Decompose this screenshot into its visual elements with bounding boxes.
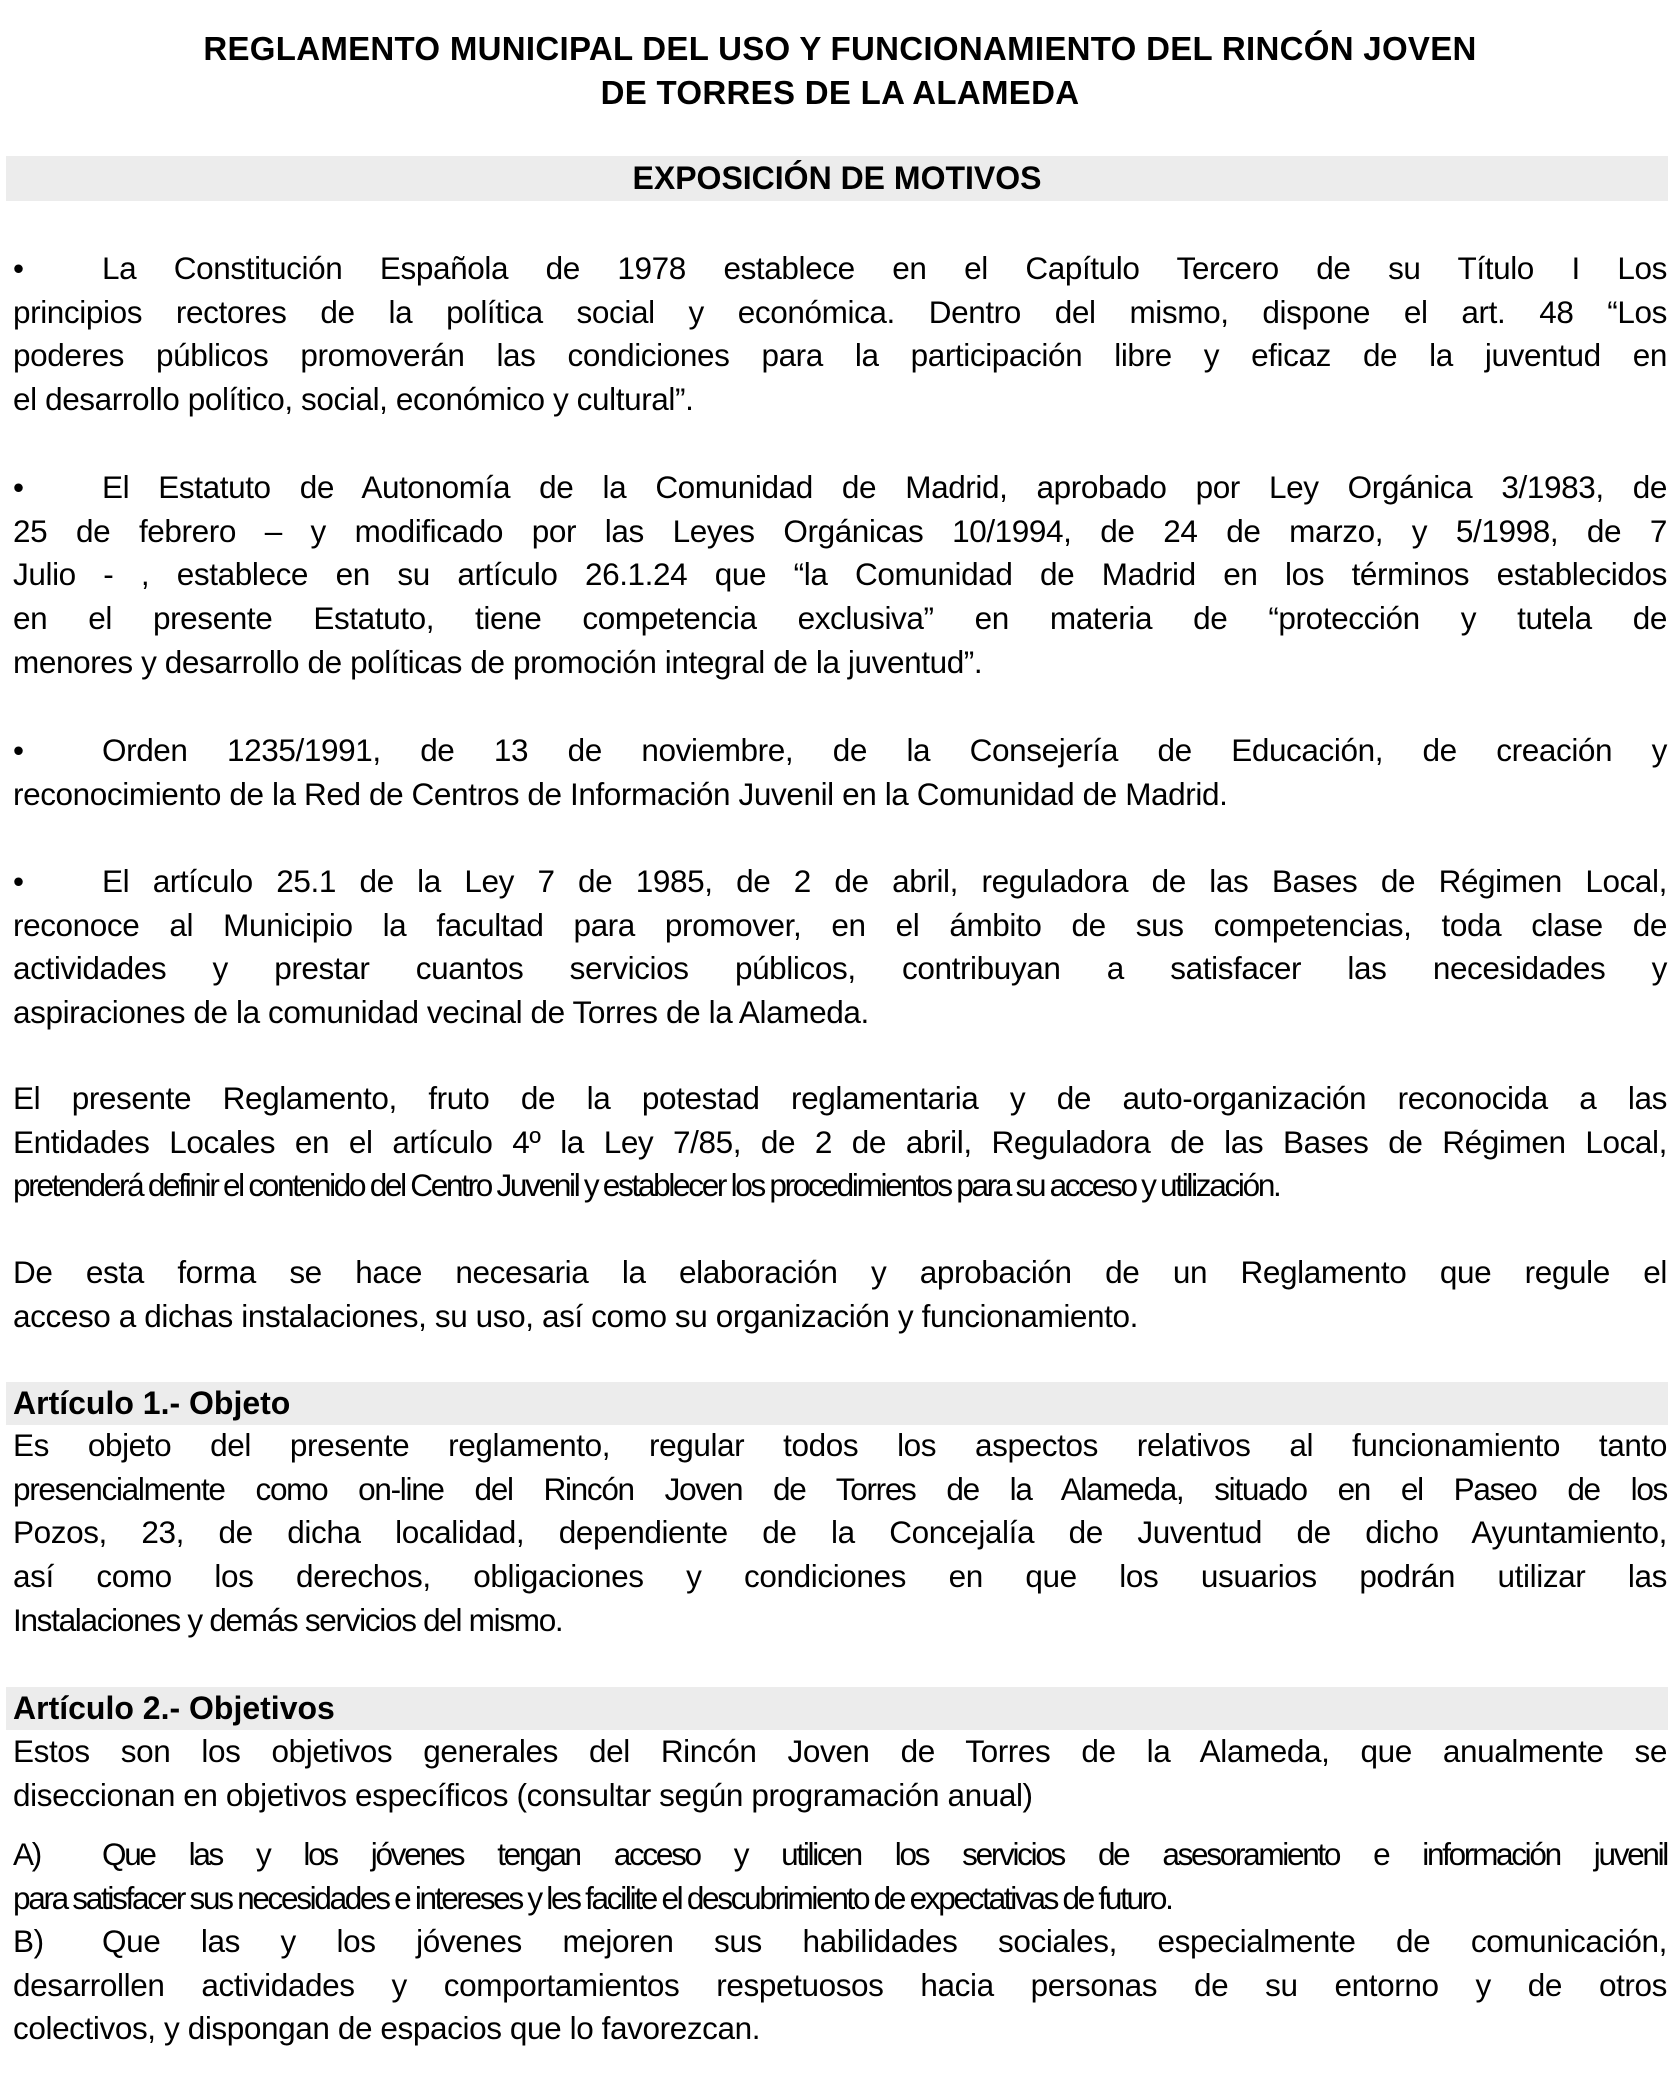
text-line	[13, 1121, 1667, 1165]
line-text: pretenderá definir el contenido del Centro Juvenil y establecer los procedimientos para su acceso y utilización.	[13, 1167, 1280, 1204]
text-line	[13, 1424, 1667, 1468]
line-text: el desarrollo político, social, económico y cultural”.	[13, 381, 694, 418]
line-text: Es objeto del presente reglamento, regular todos los aspectos relativos al funcionamiento tanto	[13, 1427, 1667, 1463]
text-line	[13, 729, 1667, 773]
text-line	[13, 641, 1667, 685]
title-line-1: REGLAMENTO MUNICIPAL DEL USO Y FUNCIONAMIENTO DEL RINCÓN JOVEN	[203, 30, 1477, 67]
text-line	[13, 247, 1667, 291]
line-text: presencialmente como on-line del Rincón Joven de Torres de la Alameda, situado en el Paseo de los	[13, 1470, 1667, 1507]
line-text: aspiraciones de la comunidad vecinal de Torres de la Alameda.	[13, 994, 869, 1031]
text-line	[13, 1468, 1667, 1512]
line-text: reconocimiento de la Red de Centros de Información Juvenil en la Comunidad de Madrid.	[13, 775, 1228, 812]
line-text: Que las y los jóvenes tengan acceso y utilicen los servicios de asesoramiento e información juvenil	[102, 1836, 1667, 1872]
bullet-icon: •	[13, 250, 24, 286]
text-line	[13, 378, 1667, 422]
paragraph	[13, 860, 1667, 1035]
line-text: El presente Reglamento, fruto de la potestad reglamentaria y de auto-organización reconocida a las	[13, 1080, 1667, 1116]
paragraph	[13, 466, 1667, 685]
objective-item-a	[13, 1833, 1667, 1920]
text-line	[13, 553, 1667, 597]
text-line	[13, 1164, 1667, 1208]
line-text: diseccionan en objetivos específicos (consultar según programación anual)	[13, 1776, 1033, 1813]
articulo-1-body	[13, 1424, 1667, 1643]
list-marker: B)	[13, 1923, 44, 1959]
text-line	[13, 1833, 1667, 1877]
line-text: para satisfacer sus necesidades e intereses y les facilite el descubrimiento de expectativas de futuro.	[13, 1879, 1172, 1916]
paragraph	[13, 247, 1667, 422]
line-text: Pozos, 23, de dicha localidad, dependiente de la Concejalía de Juventud de dicho Ayuntamiento,	[13, 1514, 1667, 1551]
document-title	[0, 27, 1680, 115]
line-text: reconoce al Municipio la facultad para promover, en el ámbito de sus competencias, toda clase de	[13, 906, 1667, 943]
line-text: colectivos, y dispongan de espacios que lo favorezcan.	[13, 2010, 761, 2047]
line-text: Julio - , establece en su artículo 26.1.24 que “la Comunidad de Madrid en los términos establecidos	[13, 556, 1667, 593]
line-text: menores y desarrollo de políticas de promoción integral de la juventud”.	[13, 643, 983, 680]
line-text: Orden 1235/1991, de 13 de noviembre, de la Consejería de Educación, de creación y	[102, 732, 1667, 768]
text-line	[13, 904, 1667, 948]
text-line	[13, 860, 1667, 904]
paragraph	[13, 1251, 1667, 1338]
text-line	[13, 334, 1667, 378]
paragraph	[13, 1077, 1667, 1208]
text-line	[13, 991, 1667, 1035]
line-text: actividades y prestar cuantos servicios públicos, contribuyan a satisfacer las necesidades y	[13, 950, 1667, 987]
line-text: De esta forma se hace necesaria la elaboración y aprobación de un Reglamento que regule el	[13, 1254, 1667, 1290]
text-line	[13, 510, 1667, 554]
paragraph	[13, 729, 1667, 816]
objective-item-b	[13, 1920, 1667, 2051]
line-text: así como los derechos, obligaciones y condiciones en que los usuarios podrán utilizar las	[13, 1558, 1667, 1595]
line-text: desarrollen actividades y comportamientos respetuosos hacia personas de su entorno y de otros	[13, 1966, 1667, 2003]
line-text: Estos son los objetivos generales del Rincón Joven de Torres de la Alameda, que anualmente se	[13, 1733, 1667, 1769]
articulo-2-heading: Artículo 2.- Objetivos	[6, 1687, 1668, 1730]
bullet-icon: •	[13, 732, 24, 768]
articulo-1-heading: Artículo 1.- Objeto	[6, 1382, 1668, 1425]
text-line	[13, 1730, 1667, 1774]
text-line	[13, 1555, 1667, 1599]
line-text: en el presente Estatuto, tiene competencia exclusiva” en materia de “protección y tutela de	[13, 600, 1667, 637]
line-text: El Estatuto de Autonomía de la Comunidad de Madrid, aprobado por Ley Orgánica 3/1983, de	[102, 469, 1667, 505]
line-text: Entidades Locales en el artículo 4º la Ley 7/85, de 2 de abril, Reguladora de las Bases de Régimen Local,	[13, 1123, 1667, 1160]
line-text: 25 de febrero – y modificado por las Leyes Orgánicas 10/1994, de 24 de marzo, y 5/1998, de 7	[13, 512, 1667, 549]
bullet-icon: •	[13, 469, 24, 505]
line-text: acceso a dichas instalaciones, su uso, así como su organización y funcionamiento.	[13, 1297, 1138, 1334]
line-text: Instalaciones y demás servicios del mismo.	[13, 1601, 563, 1638]
articulo-2-intro	[13, 1730, 1667, 1817]
text-line	[13, 1251, 1667, 1295]
text-line	[13, 947, 1667, 991]
text-line	[13, 1774, 1667, 1818]
bullet-icon: •	[13, 863, 24, 899]
list-marker: A)	[13, 1836, 40, 1872]
text-line	[13, 1077, 1667, 1121]
line-text: El artículo 25.1 de la Ley 7 de 1985, de 2 de abril, reguladora de las Bases de Régimen Local,	[102, 863, 1667, 899]
text-line	[13, 597, 1667, 641]
text-line	[13, 291, 1667, 335]
text-line	[13, 1295, 1667, 1339]
text-line	[13, 466, 1667, 510]
text-line	[13, 1511, 1667, 1555]
text-line	[13, 1920, 1667, 1964]
line-text: La Constitución Española de 1978 establece en el Capítulo Tercero de su Título I Los	[102, 250, 1667, 286]
exposicion-heading: EXPOSICIÓN DE MOTIVOS	[6, 156, 1668, 201]
text-line	[13, 773, 1667, 817]
text-line	[13, 1599, 1667, 1643]
text-line	[13, 2007, 1667, 2051]
title-line-2: DE TORRES DE LA ALAMEDA	[600, 74, 1080, 111]
line-text: Que las y los jóvenes mejoren sus habilidades sociales, especialmente de comunicación,	[102, 1923, 1667, 1959]
line-text: principios rectores de la política social y económica. Dentro del mismo, dispone el art. 48 “Los	[13, 293, 1667, 330]
text-line	[13, 1964, 1667, 2008]
text-line	[13, 1877, 1667, 1921]
line-text: poderes públicos promoverán las condiciones para la participación libre y eficaz de la juventud en	[13, 337, 1667, 374]
